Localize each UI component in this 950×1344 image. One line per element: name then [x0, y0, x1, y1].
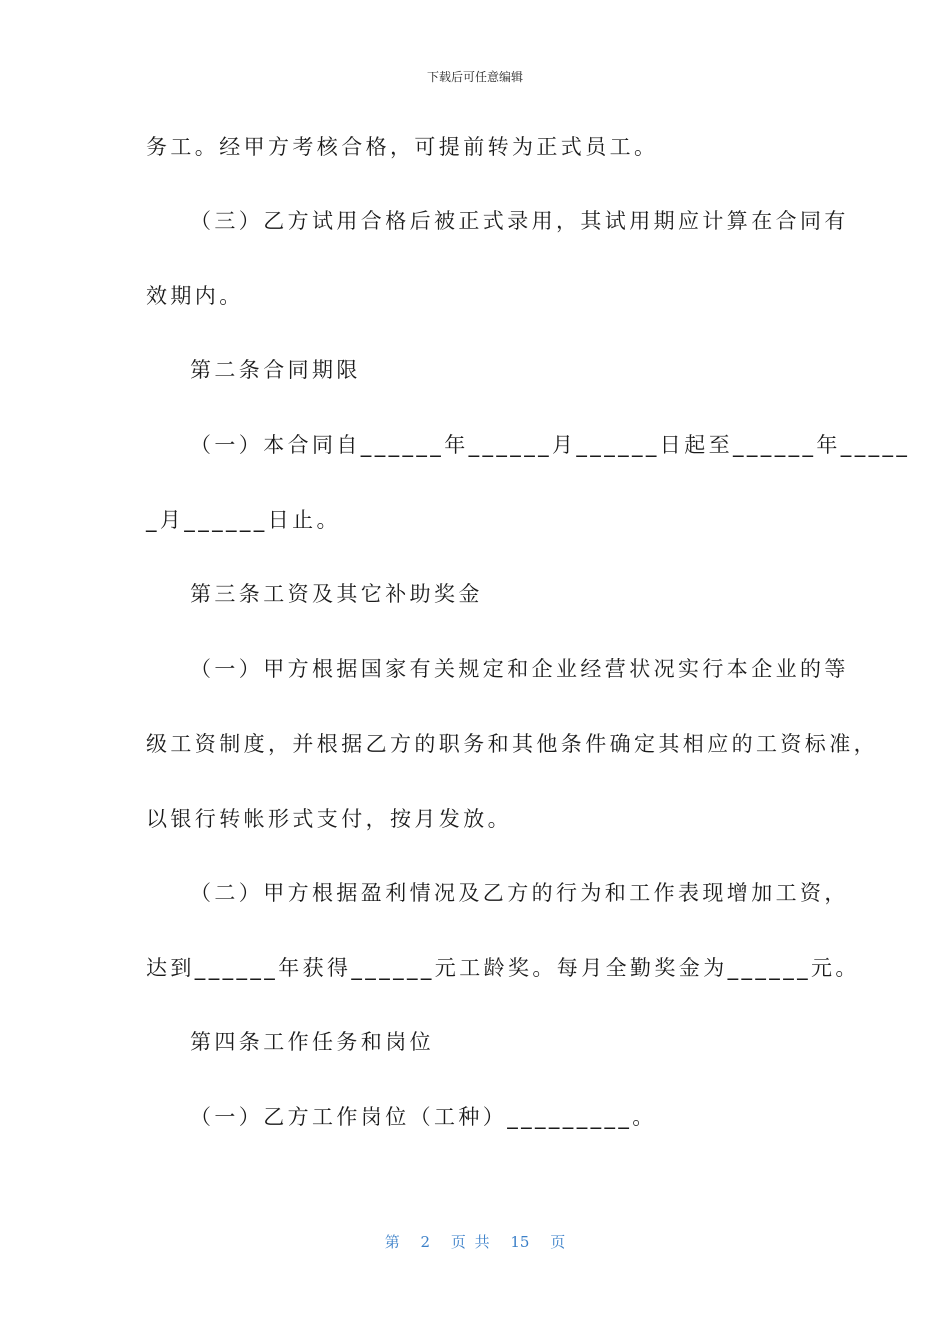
total-pages-number: 15	[510, 1233, 530, 1251]
header-note: 下载后可任意编辑	[426, 70, 523, 84]
paragraph-line: （二）甲方根据盈利情况及乙方的行为和工作表现增加工资，	[190, 881, 849, 905]
section-heading: 第四条工作任务和岗位	[190, 1030, 434, 1054]
paragraph-line: 达到______年获得______元工龄奖。每月全勤奖金为______元。	[146, 956, 860, 980]
section-heading: 第三条工资及其它补助奖金	[190, 582, 483, 606]
paragraph-line: （一）本合同自______年______月______日起至______年_____	[190, 433, 911, 457]
footer-suffix: 页	[550, 1233, 566, 1251]
paragraph-line: 以银行转帐形式支付，按月发放。	[146, 807, 512, 831]
paragraph-line: （三）乙方试用合格后被正式录用，其试用期应计算在合同有	[190, 209, 849, 233]
footer-prefix: 第	[384, 1233, 400, 1251]
section-heading: 第二条合同期限	[190, 358, 361, 382]
paragraph-line: （一）乙方工作岗位（工种）_________。	[190, 1105, 657, 1129]
current-page-number: 2	[420, 1233, 431, 1251]
footer-mid: 页 共	[450, 1233, 490, 1251]
paragraph-line: _月______日止。	[146, 508, 341, 532]
paragraph-line: 级工资制度，并根据乙方的职务和其他条件确定其相应的工资标准，	[146, 732, 878, 756]
paragraph-line: 务工。经甲方考核合格，可提前转为正式员工。	[146, 135, 659, 159]
paragraph-line: 效期内。	[146, 284, 244, 308]
page-footer	[0, 1231, 950, 1252]
paragraph-line: （一）甲方根据国家有关规定和企业经营状况实行本企业的等	[190, 657, 849, 681]
